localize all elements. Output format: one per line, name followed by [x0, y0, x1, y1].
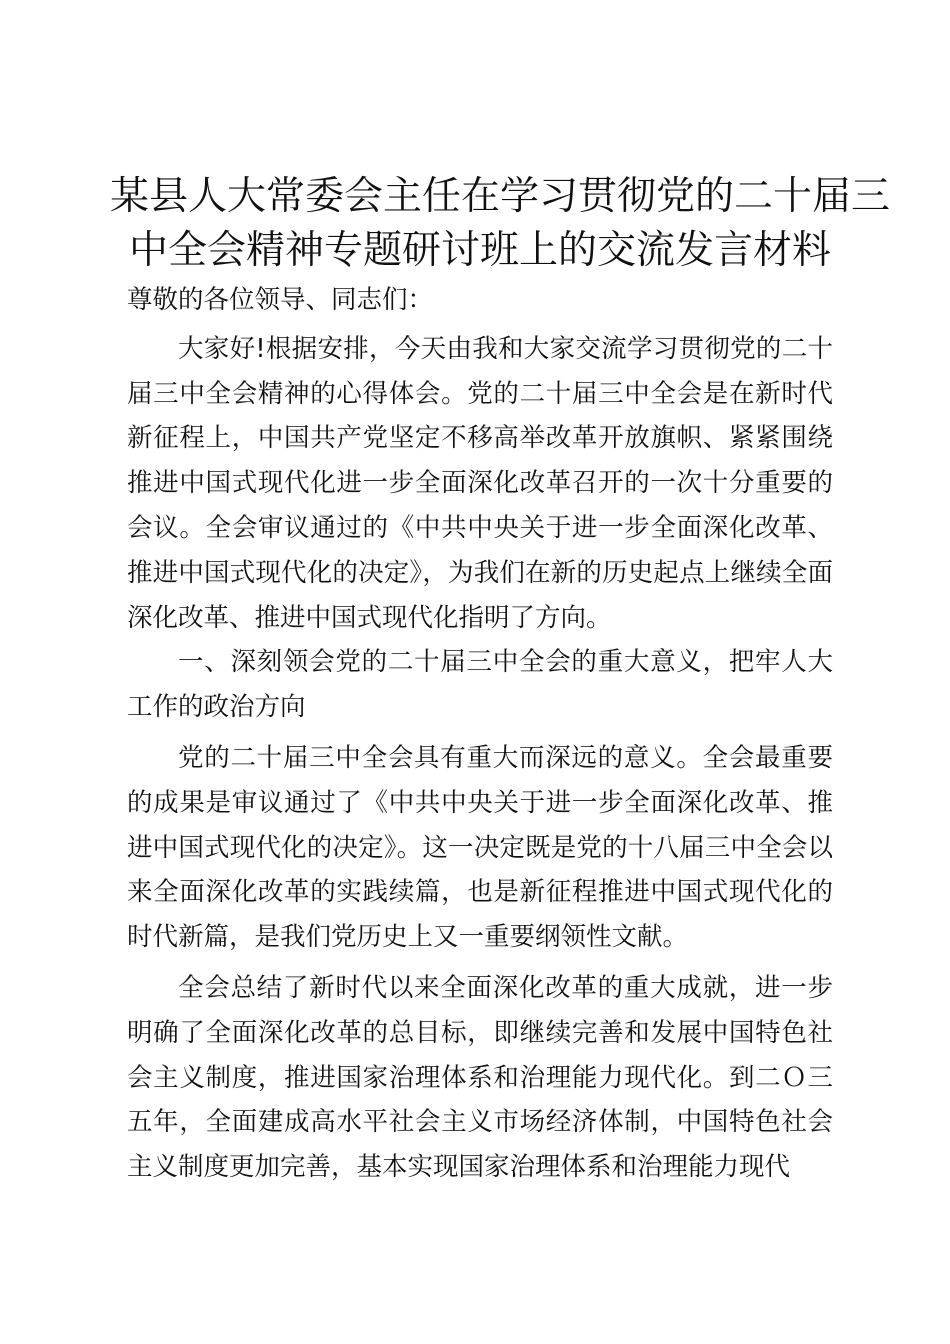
document-title: [110, 170, 891, 278]
paragraph-intro: 大家好!根据安排，今天由我和大家交流学习贯彻党的二十届三中全会精神的心得体会。党的二十届三中全会是在新时代新征程上，中国共产党坚定不移高举改革开放旗帜、紧紧围绕推进中国式现代化进一步全面深化改革召开的一次十分重要的会议。全会审议通过的《中共中央关于进一步全面深化改革、推进中国式现代化的决定》，为我们在新的历史起点上继续全面深化改革、推进中国式现代化指明了方向。: [127, 333, 833, 633]
document-body: [127, 278, 833, 1190]
title-line-1: 某县人大常委会主任在学习贯彻党的二十届三: [110, 174, 891, 219]
title-line-2: 中全会精神专题研讨班上的交流发言材料: [128, 228, 831, 273]
paragraph-significance: 党的二十届三中全会具有重大而深远的意义。全会最重要的成果是审议通过了《中共中央关于进一步全面深化改革、推进中国式现代化的决定》。这一决定既是党的十八届三中全会以来全面深化改革的实践续篇，也是新征程推进中国式现代化的时代新篇，是我们党历史上又一重要纲领性文献。: [127, 742, 833, 953]
section-heading-1: 一、深刻领会党的二十届三中全会的重大意义，把牢人大工作的政治方向: [127, 647, 833, 723]
paragraph-goals: 全会总结了新时代以来全面深化改革的重大成就，进一步明确了全面深化改革的总目标，即继续完善和发展中国特色社会主义制度，推进国家治理体系和治理能力现代化。到二Ｏ三五年，全面建成高水平社会主义市场经济体制，中国特色社会主义制度更加完善，基本实现国家治理体系和治理能力现代: [127, 972, 833, 1183]
salutation: 尊敬的各位领导、同志们：: [127, 285, 434, 315]
